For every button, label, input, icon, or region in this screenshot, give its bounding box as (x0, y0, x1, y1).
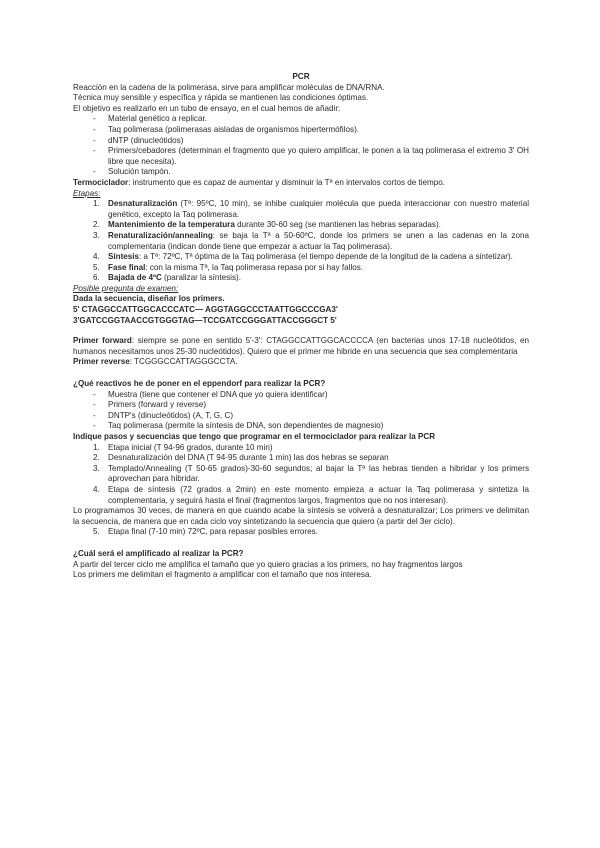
programming-paragraph: Lo programamos 30 veces, de manera en que cuando acabe la síntesis se volverá a desnaturalizar; Los primers ve delimitan la secuencia, de manera que en cada ciclo voy sintetizando la secuencia que quiero (a partir del 3er ciclo). (73, 506, 529, 526)
term-label: Primer forward (73, 336, 132, 346)
primer-reverse-paragraph (73, 357, 529, 368)
answer-line: Los primers me delimitan el fragmento a amplificar con el tamaño que nos interesa. (73, 570, 372, 580)
intro-line: Reacción en la cadena de la polimerasa, sirve para amplificar moléculas de DNA/RNA. (73, 82, 385, 92)
item-number: 1. (93, 442, 100, 452)
item-number: 5. (93, 527, 100, 537)
list-item: - DNTP's (dinucleótidos) (A, T, G, C) (93, 411, 529, 422)
term-text: : instrumento que es capaz de aumentar y disminuir la Tª en intervalos cortos de tiempo. (128, 177, 446, 187)
primer-forward-paragraph (73, 336, 529, 357)
list-item (93, 527, 529, 538)
item-number: 2. (93, 453, 100, 463)
list-item: - Primers (forward y reverse) (93, 400, 529, 411)
item-number: 4. (93, 252, 100, 262)
list-item (93, 199, 529, 220)
item-term: Fase final (108, 262, 146, 272)
list-item: - Muestra (tiene que contener el DNA que yo quiera identificar) (93, 390, 529, 401)
item-term: Mantenimiento de la temperatura (108, 220, 235, 230)
pasos-list (73, 443, 529, 507)
list-item: - Material genético a replicar. (93, 114, 529, 125)
term-text: : siempre se pone en sentido 5'-3': CTAGGCCATTGGCACCCCA (en bacterias unos 17-18 nucleótidos, en humanos necesitamos unos 25-30 nucleótidos). Quiero que el primer me hibride en una secuencia que sea complementaria (73, 336, 529, 356)
list-item (93, 443, 529, 454)
item-text: Desnaturalización del DNA (T 94-95 durante 1 min) las dos hebras se separan (108, 453, 389, 463)
etapas-list (73, 199, 529, 284)
item-term: Desnaturalización (108, 199, 178, 209)
item-number: 5. (93, 262, 100, 272)
page-title: PCR (292, 72, 310, 81)
list-item: - Solución tampón. (93, 167, 529, 178)
question-heading: Indique pasos y secuencias que tengo que programar en el termociclador para realizar la PCR (73, 432, 436, 441)
intro-line: Técnica muy sensible y específica y rápida se mantienen las condiciones óptimas. (73, 93, 369, 103)
list-item: - Taq polimerasa (polimerasas aisladas de organismos hipertermófilos). (93, 125, 529, 136)
question-heading: ¿Qué reactivos he de poner en el eppendorf para realizar la PCR? (73, 379, 326, 389)
ingredients-list (73, 114, 529, 178)
pasos-list-continued (73, 527, 529, 538)
item-term: Bajada de 4ºC (108, 273, 162, 283)
spacer (73, 326, 529, 336)
list-item (93, 220, 529, 231)
reactivos-list (73, 390, 529, 432)
etapas-heading: Etapas: (73, 188, 101, 198)
spacer (73, 538, 529, 549)
document-body (73, 72, 529, 581)
spacer (73, 368, 529, 379)
item-text: durante 30-60 seg (se mantienen las hebras separadas). (234, 220, 441, 230)
list-item: - Primers/cebadores (determinan el fragmento que yo quiero amplificar, le ponen a la taq polimerasa el extremo 3' OH libre que necesita). (93, 146, 529, 167)
list-item: - Taq polimerasa (permite la síntesis de DNA, son dependientes de magnesio) (93, 421, 529, 432)
list-item (93, 485, 529, 506)
item-number: 3. (93, 463, 100, 473)
list-item (93, 464, 529, 485)
list-item (93, 453, 529, 464)
item-text: Etapa de síntesis (72 grados a 2min) en este momento empieza a actuar la Taq polimerasa y sintetiza la complementaria, y seguirá hasta el final (fragmentos largos, fragmentos que no nos interesan). (108, 484, 529, 505)
intro-line: El objetivo es realizarlo en un tubo de ensayo, en el cual hemos de añadir: (73, 103, 341, 113)
list-item (93, 263, 529, 274)
sequence-line: 5' CTAGGCCATTGGCACCCATC— AGGTAGGCCCTAATTGGCCCGA3' (73, 305, 338, 315)
list-item (93, 273, 529, 284)
item-number: 2. (93, 220, 100, 230)
item-text: : se baja la Tª a 50-60ºC, donde los primers se unen a las cadenas en la zona complementaria (indican donde tiene que empezar a actuar la Taq polimerasa). (108, 230, 529, 251)
item-number: 1. (93, 199, 100, 209)
term-text: : TCGGGCCATTAGGGCCTA. (129, 357, 238, 367)
term-label: Primer reverse (73, 357, 130, 367)
item-text: Etapa final (7-10 min) 72ºC, para repasar posibles errores. (108, 527, 318, 537)
list-item (93, 231, 529, 252)
answer-line: A partir del tercer ciclo me amplifica el tamaño que yo quiero gracias a los primers, no hay fragmentos largos (73, 559, 463, 569)
sequence-prompt: Dada la secuencia, diseñar los primers. (73, 294, 225, 304)
list-item (93, 252, 529, 263)
item-term: Renaturalización/annealing (108, 230, 213, 240)
item-text: (Tª: 95ºC, 10 min), se inhibe cualquier molécula que pueda interaccionar con nuestro material genético, excepto la Taq polimerasa. (108, 199, 529, 219)
termociclador-definition (73, 178, 529, 189)
exam-question-heading: Posible pregunta de examen: (73, 283, 179, 293)
item-text: : con la misma Tª, la Taq polimerasa repasa por si hay fallos. (145, 262, 364, 272)
list-item: - dNTP (dinucleótidos) (93, 136, 529, 147)
item-text: Etapa inicial (T 94-96 grados, durante 10 min) (108, 442, 273, 452)
item-number: 4. (93, 484, 100, 494)
item-number: 6. (93, 273, 100, 283)
item-term: Síntesis (108, 252, 140, 262)
sequence-line: 3'GATCCGGTAACCGTGGGTAG—TCCGATCCGGGATTACCGGGCT 5' (73, 315, 337, 325)
item-text: : a Tª: 72ºC, Tª óptima de la Taq polimerasa (el tiempo depende de la longitud de la cadena a sintetizar). (139, 252, 513, 262)
item-text: Templado/Annealing (T 50-65 grados)-30-60 segundos; al bajar la Tª las hebras tienden a hibridar y los primers aprovechan para hibridar. (108, 463, 529, 484)
item-number: 3. (93, 230, 100, 240)
term-label: Termociclador (73, 177, 129, 187)
item-text: (paralizar la síntesis). (161, 273, 241, 283)
question-heading: ¿Cuál será el amplificado al realizar la PCR? (73, 548, 244, 558)
